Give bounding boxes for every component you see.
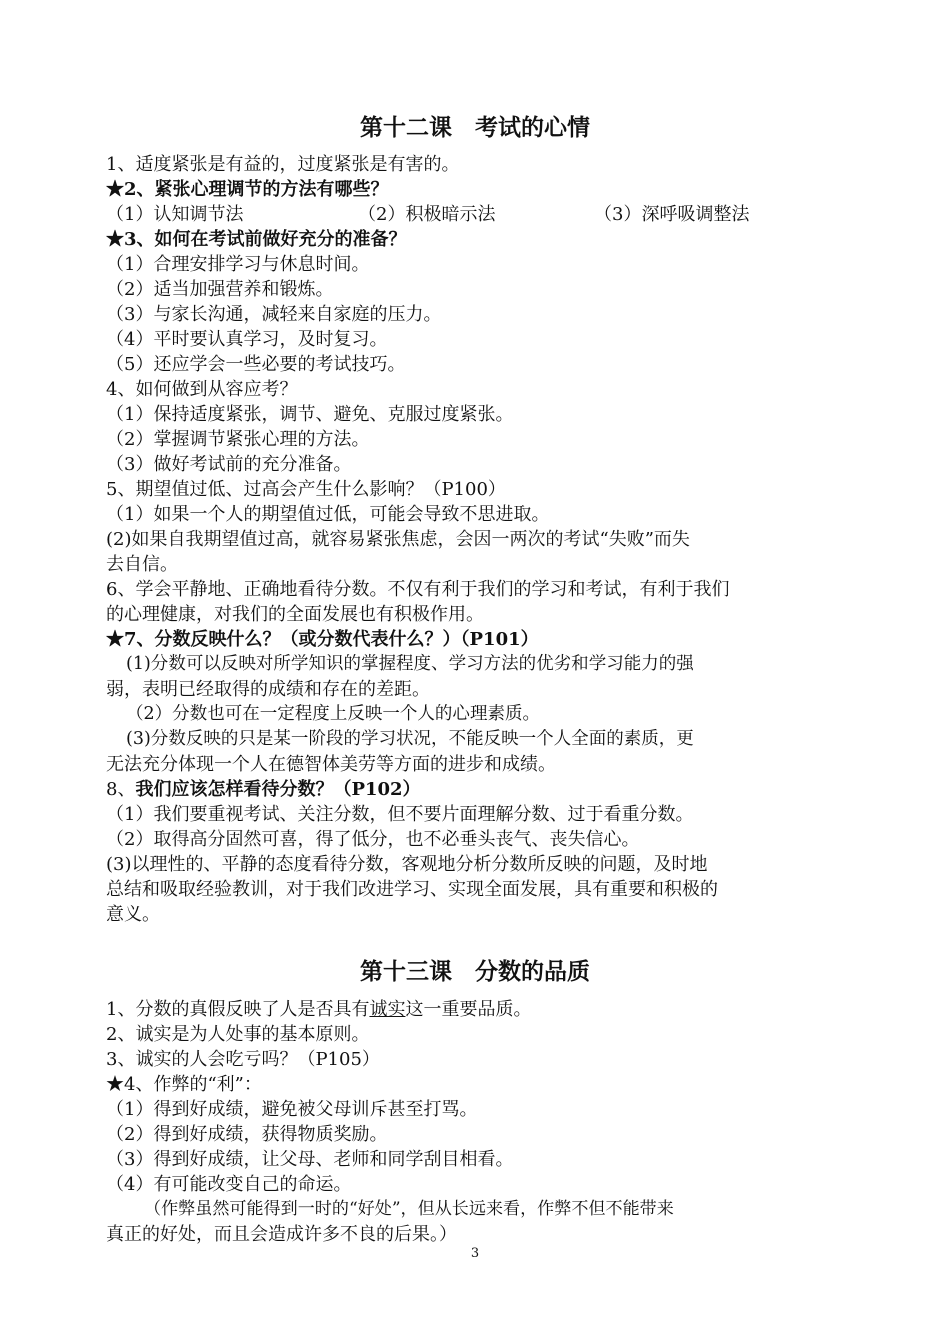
- l12-point-1: 1、适度紧张是有益的，过度紧张是有害的。: [106, 154, 460, 175]
- l12-point-7-item-2: （2）分数也可在一定程度上反映一个人的心理素质。: [126, 704, 541, 724]
- l13-point-1-post: 这一重要品质。: [405, 999, 532, 1020]
- l12-point-4-item-2: （2）掌握调节紧张心理的方法。: [106, 429, 370, 450]
- l12-point-5-item-1: （1）如果一个人的期望值过低，可能会导致不思进取。: [106, 504, 550, 525]
- l13-point-4-note-line-1: （作弊虽然可能得到一时的“好处”，但从长远来看，作弊不但不能带来: [144, 1199, 674, 1219]
- l12-point-3-item-1: （1）合理安排学习与休息时间。: [106, 254, 370, 275]
- l12-point-8-item-3-line-2: 总结和吸取经验教训，对于我们改进学习、实现全面发展，具有重要和积极的: [106, 879, 718, 900]
- l12-point-8-text: 我们应该怎样看待分数？（P102）: [135, 779, 421, 800]
- l13-point-4-note-line-2: 真正的好处，而且会造成许多不良的后果。）: [106, 1224, 457, 1245]
- l12-point-3-item-2: （2）适当加强营养和锻炼。: [106, 279, 334, 300]
- l13-point-4-item-2: （2）得到好成绩，获得物质奖励。: [106, 1124, 388, 1145]
- l13-point-4-item-3: （3）得到好成绩，让父母、老师和同学刮目相看。: [106, 1149, 514, 1170]
- l12-point-4-heading: 4、如何做到从容应考？: [106, 379, 298, 400]
- method-3: （3）深呼吸调整法: [594, 204, 750, 225]
- l12-point-3-item-5: （5）还应学会一些必要的考试技巧。: [106, 354, 406, 375]
- l12-point-8-heading: [106, 777, 856, 802]
- l12-point-7-heading: ★7、分数反映什么？（或分数代表什么？）（P101）: [106, 629, 539, 650]
- l12-point-5-item-2-line-2: 去自信。: [106, 554, 178, 575]
- l12-point-6-line-1: 6、学会平静地、正确地看待分数。不仅有利于我们的学习和考试，有利于我们: [106, 579, 730, 600]
- l12-point-2-methods: [106, 202, 856, 227]
- l12-point-3-item-3: （3）与家长沟通，减轻来自家庭的压力。: [106, 304, 442, 325]
- l13-point-1-pre: 1、分数的真假反映了人是否具有: [106, 999, 370, 1020]
- l12-point-5-item-2-line-1: (2)如果自我期望值过高，就容易紧张焦虑，会因一两次的考试“失败”而失: [106, 529, 690, 550]
- l12-point-8-item-1: （1）我们要重视考试、关注分数，但不要片面理解分数、过于看重分数。: [106, 804, 694, 825]
- l12-point-8-number: 8、: [106, 779, 136, 800]
- page-number: 3: [470, 1246, 480, 1261]
- l13-point-3: 3、诚实的人会吃亏吗？（P105）: [106, 1049, 380, 1070]
- l13-point-1: [106, 997, 856, 1022]
- l12-point-7-item-3-line-1: (3)分数反映的只是某一阶段的学习状况，不能反映一个人全面的素质，更: [126, 729, 694, 749]
- lesson-12-title: 第十二课 考试的心情: [360, 114, 590, 141]
- l12-point-5-heading: 5、期望值过低、过高会产生什么影响？（P100）: [106, 479, 506, 500]
- l12-point-7-item-1-line-2: 弱，表明已经取得的成绩和存在的差距。: [106, 679, 430, 700]
- l12-point-3-item-4: （4）平时要认真学习，及时复习。: [106, 329, 388, 350]
- l13-point-4-heading: ★4、作弊的“利”：: [106, 1074, 262, 1095]
- l12-point-3-heading: ★3、如何在考试前做好充分的准备？: [106, 229, 407, 250]
- l12-point-7-item-3-line-2: 无法充分体现一个人在德智体美劳等方面的进步和成绩。: [106, 754, 556, 775]
- l12-point-7-item-1-line-1: (1)分数可以反映对所学知识的掌握程度、学习方法的优劣和学习能力的强: [126, 654, 694, 674]
- l12-point-2-heading: ★2、紧张心理调节的方法有哪些？: [106, 179, 389, 200]
- l12-point-8-item-3-line-3: 意义。: [106, 904, 160, 925]
- lesson-13-title: 第十三课 分数的品质: [360, 958, 590, 985]
- method-1: （1）认知调节法: [106, 204, 244, 225]
- l13-point-4-item-1: （1）得到好成绩，避免被父母训斥甚至打骂。: [106, 1099, 478, 1120]
- l13-point-2: 2、诚实是为人处事的基本原则。: [106, 1024, 370, 1045]
- l12-point-4-item-3: （3）做好考试前的充分准备。: [106, 454, 352, 475]
- l12-point-4-item-1: （1）保持适度紧张，调节、避免、克服过度紧张。: [106, 404, 514, 425]
- l12-point-6-line-2: 的心理健康，对我们的全面发展也有积极作用。: [106, 604, 484, 625]
- l13-point-4-item-4: （4）有可能改变自己的命运。: [106, 1174, 352, 1195]
- method-2: （2）积极暗示法: [358, 204, 496, 225]
- l13-point-1-underlined: 诚实: [369, 999, 406, 1020]
- l12-point-8-item-3-line-1: (3)以理性的、平静的态度看待分数，客观地分析分数所反映的问题，及时地: [106, 854, 708, 875]
- l12-point-8-item-2: （2）取得高分固然可喜，得了低分，也不必垂头丧气、丧失信心。: [106, 829, 640, 850]
